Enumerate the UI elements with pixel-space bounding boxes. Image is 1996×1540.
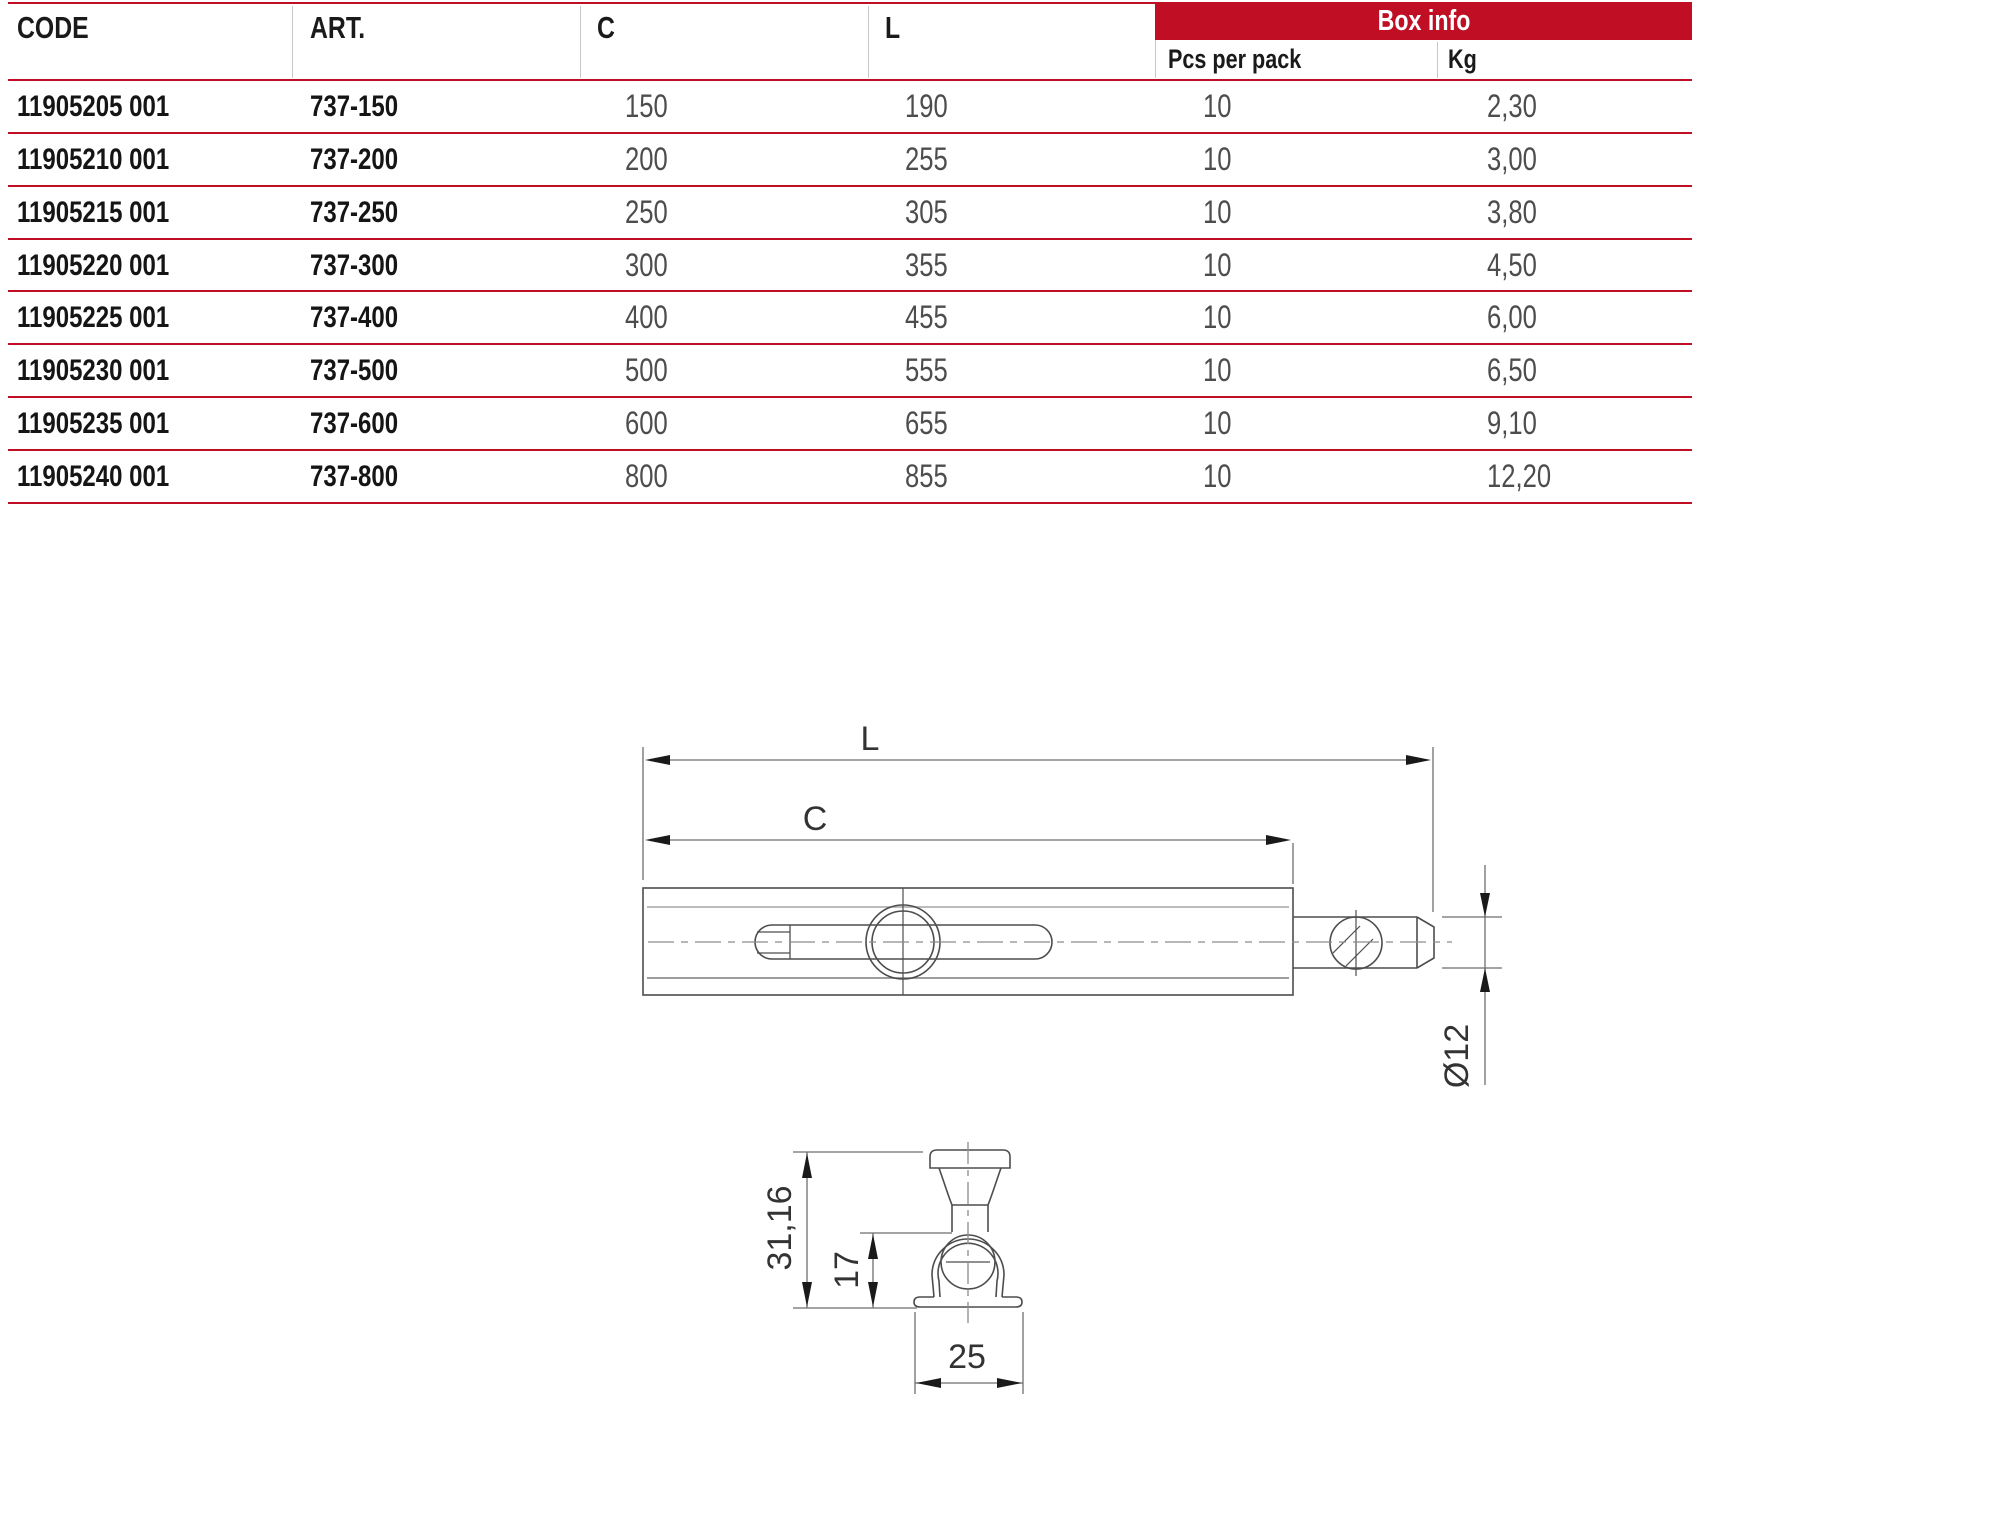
knob-cap [930,1150,1010,1168]
pcs-value: 10 [1203,247,1232,283]
front-view-dimensions [761,1152,1023,1394]
code-value: 11905210 001 [17,143,170,176]
pcs-value: 10 [1203,141,1232,177]
column-header-kg: Kg [1448,44,1477,74]
art-value: 737-800 [310,460,399,493]
art-value: 737-150 [310,90,399,123]
dimension-label-total-height: 31,16 [761,1185,799,1271]
kg-value: 3,00 [1487,141,1537,177]
art-value: 737-250 [310,196,399,229]
kg-value: 3,80 [1487,194,1537,230]
l-value: 655 [905,405,948,441]
dimension-label-barrel-height: 17 [828,1251,866,1289]
c-value: 300 [625,247,668,283]
dimension-label-diameter: Ø12 [1438,1023,1476,1089]
kg-value: 2,30 [1487,88,1537,124]
pcs-value: 10 [1203,458,1232,494]
art-value: 737-400 [310,301,399,334]
l-value: 190 [905,88,948,124]
pcs-value: 10 [1203,299,1232,335]
l-value: 855 [905,458,948,494]
knob-neck [988,1168,1001,1205]
kg-value: 9,10 [1487,405,1537,441]
column-header-pcs: Pcs per pack [1168,44,1302,74]
side-view-dimensions [643,720,1502,1088]
c-value: 800 [625,458,668,494]
pcs-value: 10 [1203,194,1232,230]
art-value: 737-300 [310,249,399,282]
code-value: 11905215 001 [17,196,170,229]
column-header-code: CODE [17,10,89,45]
l-value: 555 [905,352,948,388]
dimension-label-base-width: 25 [948,1338,986,1376]
l-value: 455 [905,299,948,335]
c-value: 250 [625,194,668,230]
code-value: 11905225 001 [17,301,170,334]
l-value: 305 [905,194,948,230]
side-view-drawing [643,888,1452,1038]
art-value: 737-600 [310,407,399,440]
code-value: 11905240 001 [17,460,170,493]
column-header-c: C [597,10,615,45]
box-info-banner: Box info [1155,3,1692,40]
column-header-l: L [885,10,901,45]
kg-value: 12,20 [1487,458,1552,494]
code-value: 11905230 001 [17,354,170,387]
art-value: 737-500 [310,354,399,387]
code-value: 11905235 001 [17,407,170,440]
l-value: 355 [905,247,948,283]
dimension-label-L: L [860,720,880,758]
column-header-art: ART. [310,10,366,45]
kg-value: 6,00 [1487,299,1537,335]
c-value: 500 [625,352,668,388]
kg-value: 4,50 [1487,247,1537,283]
kg-value: 6,50 [1487,352,1537,388]
c-value: 200 [625,141,668,177]
dimension-label-C: C [802,800,828,838]
pcs-value: 10 [1203,352,1232,388]
l-value: 255 [905,141,948,177]
knob-neck [939,1168,952,1205]
art-value: 737-200 [310,143,399,176]
dimension-arrows [645,755,1490,992]
code-value: 11905220 001 [17,249,170,282]
c-value: 150 [625,88,668,124]
pcs-value: 10 [1203,405,1232,441]
pcs-value: 10 [1203,88,1232,124]
c-value: 400 [625,299,668,335]
c-value: 600 [625,405,668,441]
code-value: 11905205 001 [17,90,170,123]
